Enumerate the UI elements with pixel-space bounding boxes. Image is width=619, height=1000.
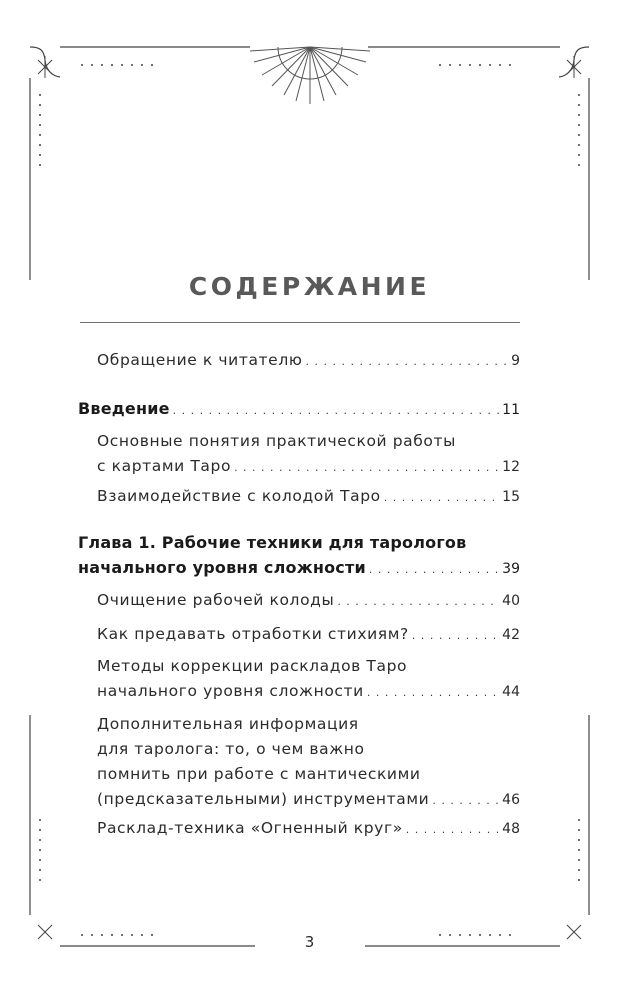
toc-entry xyxy=(97,588,520,614)
leader-dots xyxy=(173,398,500,423)
leader-dots xyxy=(432,788,499,813)
leader-dots xyxy=(305,349,508,374)
toc-entry-title-line: помнить при работе с мантическими xyxy=(97,765,421,783)
toc-entry xyxy=(97,712,520,813)
toc-entry-title: Взаимодействие с колодой Таро xyxy=(97,487,381,505)
toc-page-number: 40 xyxy=(502,593,520,609)
toc-page-number: 11 xyxy=(502,402,520,418)
toc-entry xyxy=(97,654,520,705)
leader-dots xyxy=(412,623,499,648)
toc-page-number: 39 xyxy=(502,561,520,577)
toc-page-number: 15 xyxy=(502,489,520,505)
toc-section-title: Введение xyxy=(78,399,170,418)
leader-dots xyxy=(337,589,499,614)
leader-dots xyxy=(234,455,499,480)
toc-entry xyxy=(97,348,520,374)
toc-section xyxy=(78,530,520,582)
toc-entry xyxy=(97,429,520,480)
leader-dots xyxy=(384,485,499,510)
page-title: СОДЕРЖАНИЕ xyxy=(188,272,431,301)
toc-entry-title: Расклад-техника «Огненный круг» xyxy=(97,819,403,837)
toc-entry-title-line: Дополнительная информация xyxy=(97,715,359,733)
title-divider xyxy=(80,322,520,323)
toc-page-number: 48 xyxy=(502,821,520,837)
toc-page-number: 42 xyxy=(502,627,520,643)
toc-page-number: 9 xyxy=(511,353,520,369)
toc-page-number: 12 xyxy=(502,459,520,475)
toc-section xyxy=(78,396,520,423)
toc-entry-title-line: (предсказательными) инструментами xyxy=(97,790,430,808)
toc-page-number: 44 xyxy=(502,684,520,700)
toc-entry-title: Очищение рабочей колоды xyxy=(97,591,335,609)
leader-dots xyxy=(406,817,499,842)
toc-page-number: 46 xyxy=(502,792,520,808)
toc-entry-title-line: Основные понятия практической работы xyxy=(97,432,456,450)
toc-entry xyxy=(97,484,520,510)
toc-section-title-line: Глава 1. Рабочие техники для тарологов xyxy=(78,533,467,552)
toc-entry-title-line: начального уровня сложности xyxy=(97,682,364,700)
toc-section-title-line: начального уровня сложности xyxy=(78,558,366,577)
sun-ornament-icon xyxy=(250,47,370,104)
leader-dots xyxy=(369,557,499,582)
toc-entry-title: Обращение к читателю xyxy=(97,351,303,369)
toc-entry xyxy=(97,622,520,648)
toc-entry-title: Как предавать отработки стихиям? xyxy=(97,625,409,643)
toc-entry-title-line: с картами Таро xyxy=(97,457,232,475)
toc-entry xyxy=(97,816,520,842)
toc-entry-title-line: для таролога: то, о чем важно xyxy=(97,740,365,758)
toc-entry-title-line: Методы коррекции раскладов Таро xyxy=(97,657,408,675)
page-number: 3 xyxy=(304,933,315,951)
leader-dots xyxy=(367,680,499,705)
